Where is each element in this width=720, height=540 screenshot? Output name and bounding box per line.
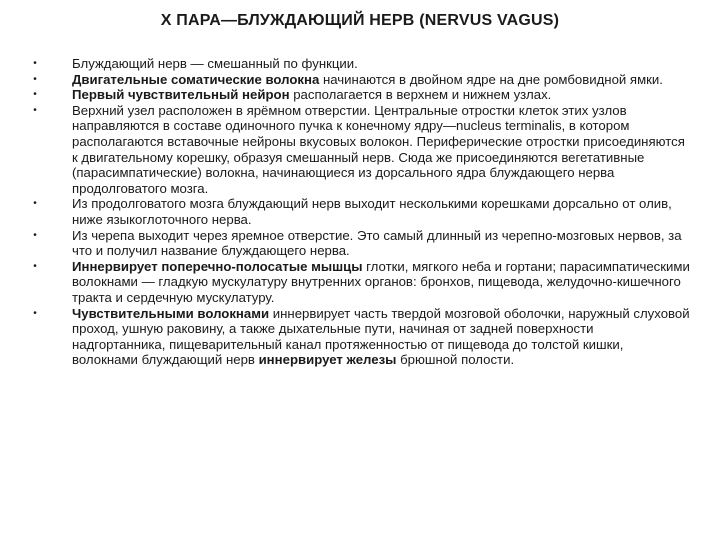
bullet-icon: • — [33, 58, 37, 69]
bullet-icon: • — [33, 104, 37, 116]
bold-text: Чувствительными волокнами — [72, 305, 270, 321]
item-text: располагается в верхнем и нижнем узлах. — [289, 87, 552, 103]
bullet-icon: • — [33, 260, 37, 272]
item-text: Из черепа выходит через яремное отверстие. Это самый длинный из черепно-мозговых нервов, за что и получил название блуждающего нерва. — [72, 227, 682, 259]
bullet-list — [30, 56, 690, 368]
item-text: Из продолговатого мозга блуждающий нерв выходит несколькими корешками дорсально от олив, ниже языкоглоточного нерва. — [72, 196, 672, 227]
bullet-icon: • — [33, 73, 37, 85]
item-text: иннервирует часть твердой мозговой оболочки, наружный слуховой проход, ушную раковину, а также дыхательные пути, начиная от задней поверхности надгортанника, пищеварительный канал протяженностью от пищевода до толстой кишки, волокнами блуждающий нерв — [72, 305, 690, 368]
bold-text: Двигательные соматические волокна — [72, 71, 320, 87]
item-text: начинаются в двойном ядре на дне ромбовидной ямки. — [319, 71, 663, 87]
list-item — [30, 72, 690, 88]
list-item — [30, 306, 690, 368]
item-text: брюшной полости. — [396, 352, 515, 368]
bullet-icon: • — [33, 89, 37, 101]
list-item — [30, 259, 690, 306]
slide-title: X ПАРА—БЛУЖДАЮЩИЙ НЕРВ (NERVUS VAGUS) — [160, 12, 560, 29]
bullet-icon: • — [33, 198, 37, 210]
list-item — [30, 228, 690, 259]
list-item — [30, 56, 690, 72]
bold-text: Иннервирует поперечно-полосатые мышцы — [72, 258, 363, 274]
item-text: Верхний узел расположен в ярёмном отверстии. Центральные отростки клеток этих узлов направляются в составе одиночного пучка к конечному ядру—nucleus terminalis, в котором располагаются вставочные нейроны вкусовых волокон. Периферические отростки присоединяются к двигательному корешку, образуя смешанный нерв. Сюда же присоединяются вегетативные (парасимпатические) волокна, начинающиеся из дорсального ядра блуждающего нерва продолговатого мозга. — [72, 102, 685, 196]
bullet-icon: • — [33, 229, 37, 241]
item-text: глотки, мягкого неба и гортани; парасимпатическими волокнами — гладкую мускулатуру внутренних органов: бронхов, пищевода, желудочно-кишечного тракта и сердечную мускулатуру. — [72, 258, 690, 305]
list-item — [30, 196, 690, 227]
bold-text: иннервирует железы — [258, 352, 397, 368]
item-text: Блуждающий нерв — смешанный по функции. — [72, 56, 358, 71]
bullet-icon: • — [33, 307, 37, 319]
list-item — [30, 103, 690, 197]
bold-text: Первый чувствительный нейрон — [72, 87, 290, 103]
list-item — [30, 87, 690, 103]
